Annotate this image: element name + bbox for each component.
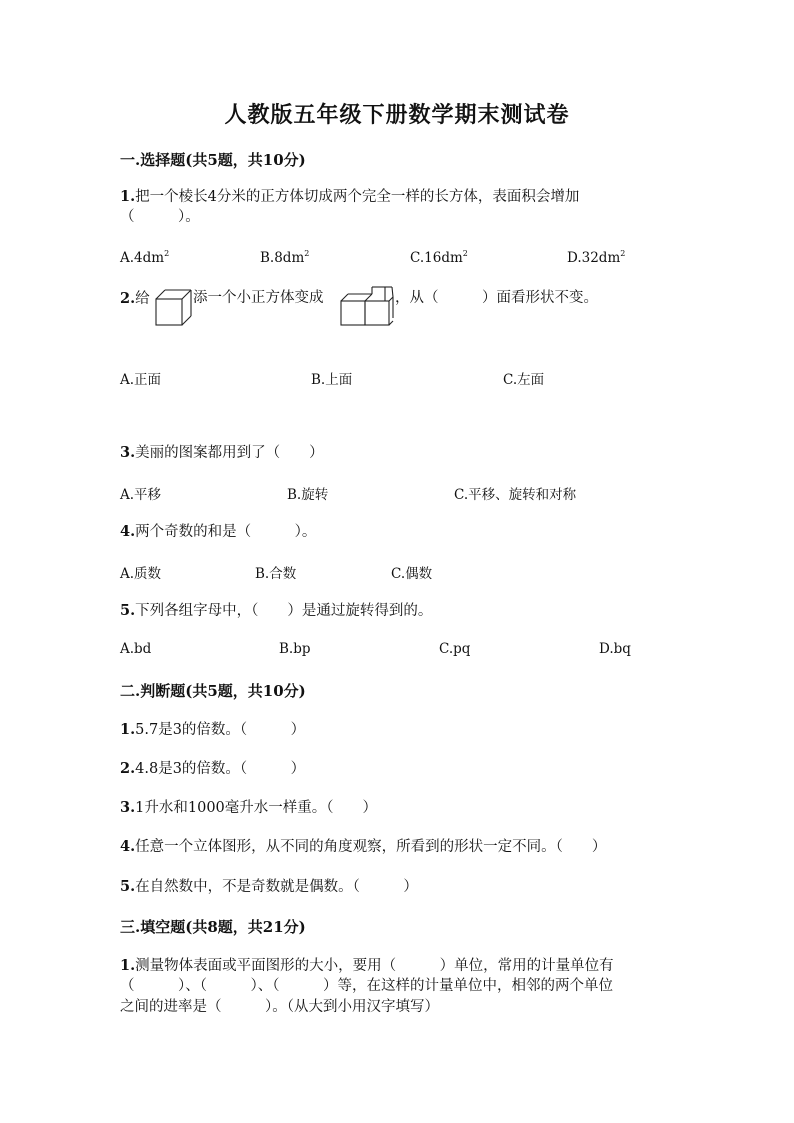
option-d[interactable]: D.bq bbox=[599, 641, 631, 657]
question-3: 3.美丽的图案都用到了（ ） bbox=[120, 444, 324, 461]
tf-question-4: 4.任意一个立体图形，从不同的角度观察，所看到的形状一定不同。（ ） bbox=[120, 838, 607, 855]
option-a[interactable]: $A.4dm^2$ bbox=[120, 249, 170, 266]
question-2-part-3: ，从（ ）面看形状不变。 bbox=[395, 290, 598, 306]
question-number: 5. bbox=[120, 878, 136, 895]
question-number: 5. bbox=[120, 602, 136, 619]
question-2-part-1: 2.给 bbox=[120, 290, 150, 307]
option-c[interactable]: C.pq bbox=[439, 641, 471, 657]
tf-question-2: 2.4.8是3的倍数。（ ） bbox=[120, 760, 306, 777]
question-5: 5.下列各组字母中，（ ）是通过旋转得到的。 bbox=[120, 602, 433, 619]
question-2-part-2: 添一个小正方体变成 bbox=[193, 290, 324, 306]
question-4: 4.两个奇数的和是（ ）。 bbox=[120, 523, 317, 540]
option-c[interactable]: C.平移、旋转和对称 bbox=[454, 487, 577, 503]
option-a[interactable]: A.正面 bbox=[120, 372, 162, 388]
section-heading-true-false: 二.判断题(共5题，共10分) bbox=[120, 682, 306, 700]
fill-question-1-line-3: 之间的进率是（ ）。（从大到小用汉字填写） bbox=[120, 999, 439, 1015]
question-1-line-1 bbox=[120, 186, 579, 208]
question-number: 2. bbox=[120, 760, 136, 777]
option-d[interactable]: $D.32dm^2$ bbox=[567, 249, 626, 266]
question-text: 把一个棱长4分米的正方体切成两个完全一样的长方体，表面积会增加 bbox=[135, 189, 580, 205]
option-c[interactable]: C.左面 bbox=[503, 372, 545, 388]
fill-question-1-line-2: （ ）、（ ）、（ ）等，在这样的计量单位中，相邻的两个单位 bbox=[120, 978, 613, 994]
option-b[interactable]: B.上面 bbox=[311, 372, 353, 388]
question-number: 4. bbox=[120, 838, 136, 855]
option-b[interactable]: B.旋转 bbox=[287, 487, 329, 503]
question-number: 2. bbox=[120, 290, 136, 307]
two-cube-row-with-top-cube-icon bbox=[154, 286, 192, 326]
fill-question-1-line-1: 1.测量物体表面或平面图形的大小，要用（ ）单位，常用的计量单位有 bbox=[120, 957, 614, 974]
question-number: 3. bbox=[120, 799, 136, 816]
page-title: 人教版五年级下册数学期末测试卷 bbox=[224, 102, 570, 128]
question-number: 3. bbox=[120, 444, 136, 461]
tf-question-1: 1.5.7是3的倍数。（ ） bbox=[120, 721, 306, 738]
option-a[interactable]: A.bd bbox=[120, 641, 152, 657]
tf-question-3: 3.1升水和1000毫升水一样重。（ ） bbox=[120, 799, 378, 816]
option-a[interactable]: A.平移 bbox=[120, 487, 162, 503]
question-number: 1. bbox=[120, 957, 136, 974]
question-number: 4. bbox=[120, 523, 136, 540]
option-a[interactable]: A.质数 bbox=[120, 566, 162, 582]
section-heading-fill-in: 三.填空题(共8题，共21分) bbox=[120, 918, 306, 936]
question-number: 1. bbox=[120, 721, 136, 738]
section-heading-choice: 一.选择题(共5题，共10分) bbox=[120, 151, 306, 169]
option-c[interactable]: $C.16dm^2$ bbox=[410, 249, 468, 266]
question-number: 1. bbox=[120, 188, 136, 205]
three-cube-row-with-top-cube-icon bbox=[339, 286, 395, 326]
option-b[interactable]: B.bp bbox=[279, 641, 311, 657]
option-b[interactable]: B.合数 bbox=[255, 566, 297, 582]
option-c[interactable]: C.偶数 bbox=[391, 566, 433, 582]
tf-question-5: 5.在自然数中，不是奇数就是偶数。（ ） bbox=[120, 878, 418, 895]
question-1-line-2: （ ）。 bbox=[120, 209, 200, 225]
option-b[interactable]: $B.8dm^2$ bbox=[260, 249, 310, 266]
